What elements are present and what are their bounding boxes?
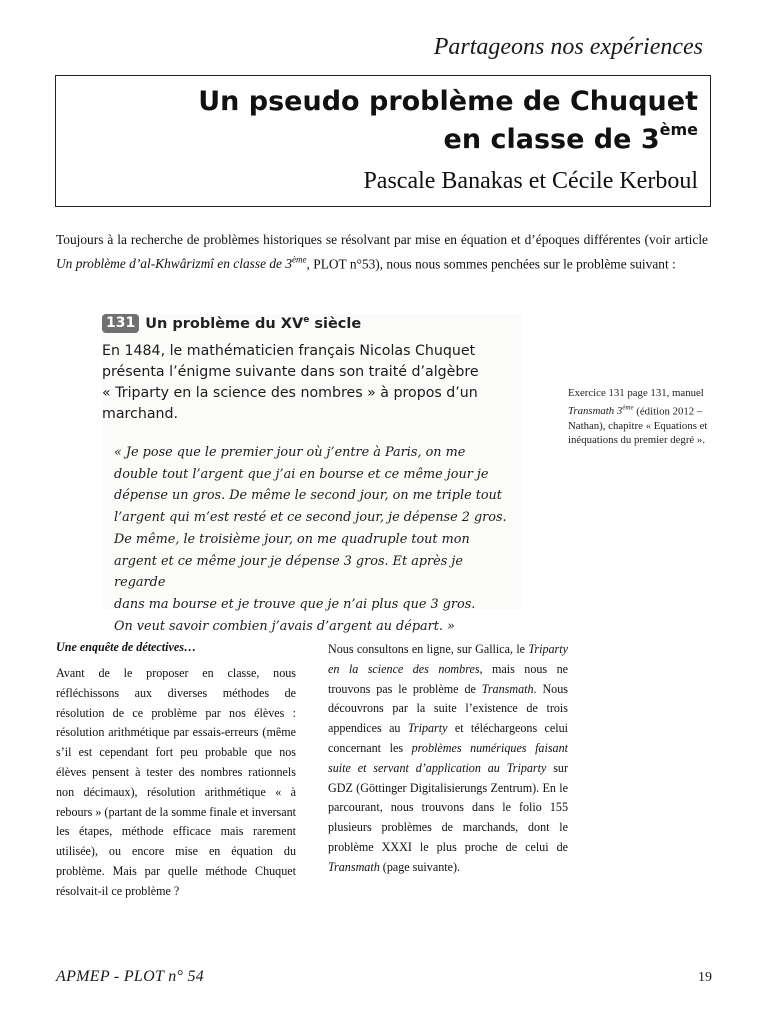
exercise-title: Un problème du XVe siècle xyxy=(145,315,362,332)
article-title-line-2: en classe de 3ème xyxy=(443,120,698,155)
section-heading: Une enquête de détectives… xyxy=(56,640,197,654)
column-right-text: Nous consultons en ligne, sur Gallica, le Triparty en la science des nombres, mais nous ne trouvons pas le problème de Transmath. Nous découvrons par la suite l’existence de trois appendices au Triparty et téléchargeons celui concernant les problèmes numériques faisant suite et servant d’application au Triparty sur GDZ (Göttinger Digitalisierungs Zentrum). En le parcourant, nous trouvons dans le folio 155 plusieurs problèmes de marchands, dont le problème XXXI le plus proche de celui de Transmath (page suivante). xyxy=(328,642,569,874)
exercise-header xyxy=(102,314,361,333)
title-box xyxy=(55,75,711,207)
exercise-caption: Exercice 131 page 131, manuel Transmath 3ème (édition 2012 – Nathan), chapitre « Equations et inéquations du premier degré ». xyxy=(568,387,708,447)
article-title-line-1: Un pseudo problème de Chuquet xyxy=(198,86,698,117)
exercise-image xyxy=(102,314,522,634)
chuquet-quote: « Je pose que le premier jour où j’entre à Paris, on me double tout l’argent que j’ai en bourse et ce même jour je dépense un gros. De même le second jour, on me triple tout l’argent qui m’est resté et ce second jour, je dépense 2 gros. De même, le troisième jour, on me quadruple tout mon argent et ce même jour je dépense 3 gros. Et après je regarde dans ma bourse et je trouve que je n’ai plus que 3 gros. On veut savoir combien j’avais d’argent au départ. » xyxy=(114,445,507,634)
intro-paragraph: Toujours à la recherche de problèmes historiques se résolvant par mise en équation et d’époques différentes (voir article Un problème d’al-Khwârizmî en classe de 3ème, PLOT n°53), nous nous sommes penchées sur le problème suivant : xyxy=(56,232,708,272)
article-reference: Un problème d’al-Khwârizmî en classe de 3ème xyxy=(56,255,307,272)
exercise-statement: En 1484, le mathématicien français Nicolas Chuquet présenta l’énigme suivante dans son traité d’algèbre « Triparty en la science des nombres » à propos d’un marchand. xyxy=(102,343,479,422)
column-left-text: Avant de le proposer en classe, nous réfléchissons aux diverses méthodes de résolution de ce problème par nos élèves : résolution arithmétique par essais-erreurs (même s’il est cependant fort peu probable que nos élèves pensent à tester des nombres rationnels non décimaux), résolution arithmétique « à rebours » (partant de la somme finale et inversant les étapes, méthode efficace mais rarement utilisée), ou encore mise en équation du problème. Mais par quelle méthode Chuquet résolvait-il ce problème ? xyxy=(56,666,296,898)
section-kicker: Partageons nos expériences xyxy=(433,34,703,60)
authors: Pascale Banakas et Cécile Kerboul xyxy=(363,168,698,194)
page-number: 19 xyxy=(698,970,712,985)
exercise-number-badge: 131 xyxy=(102,314,139,333)
footer-journal: APMEP - PLOT n° 54 xyxy=(56,968,205,985)
